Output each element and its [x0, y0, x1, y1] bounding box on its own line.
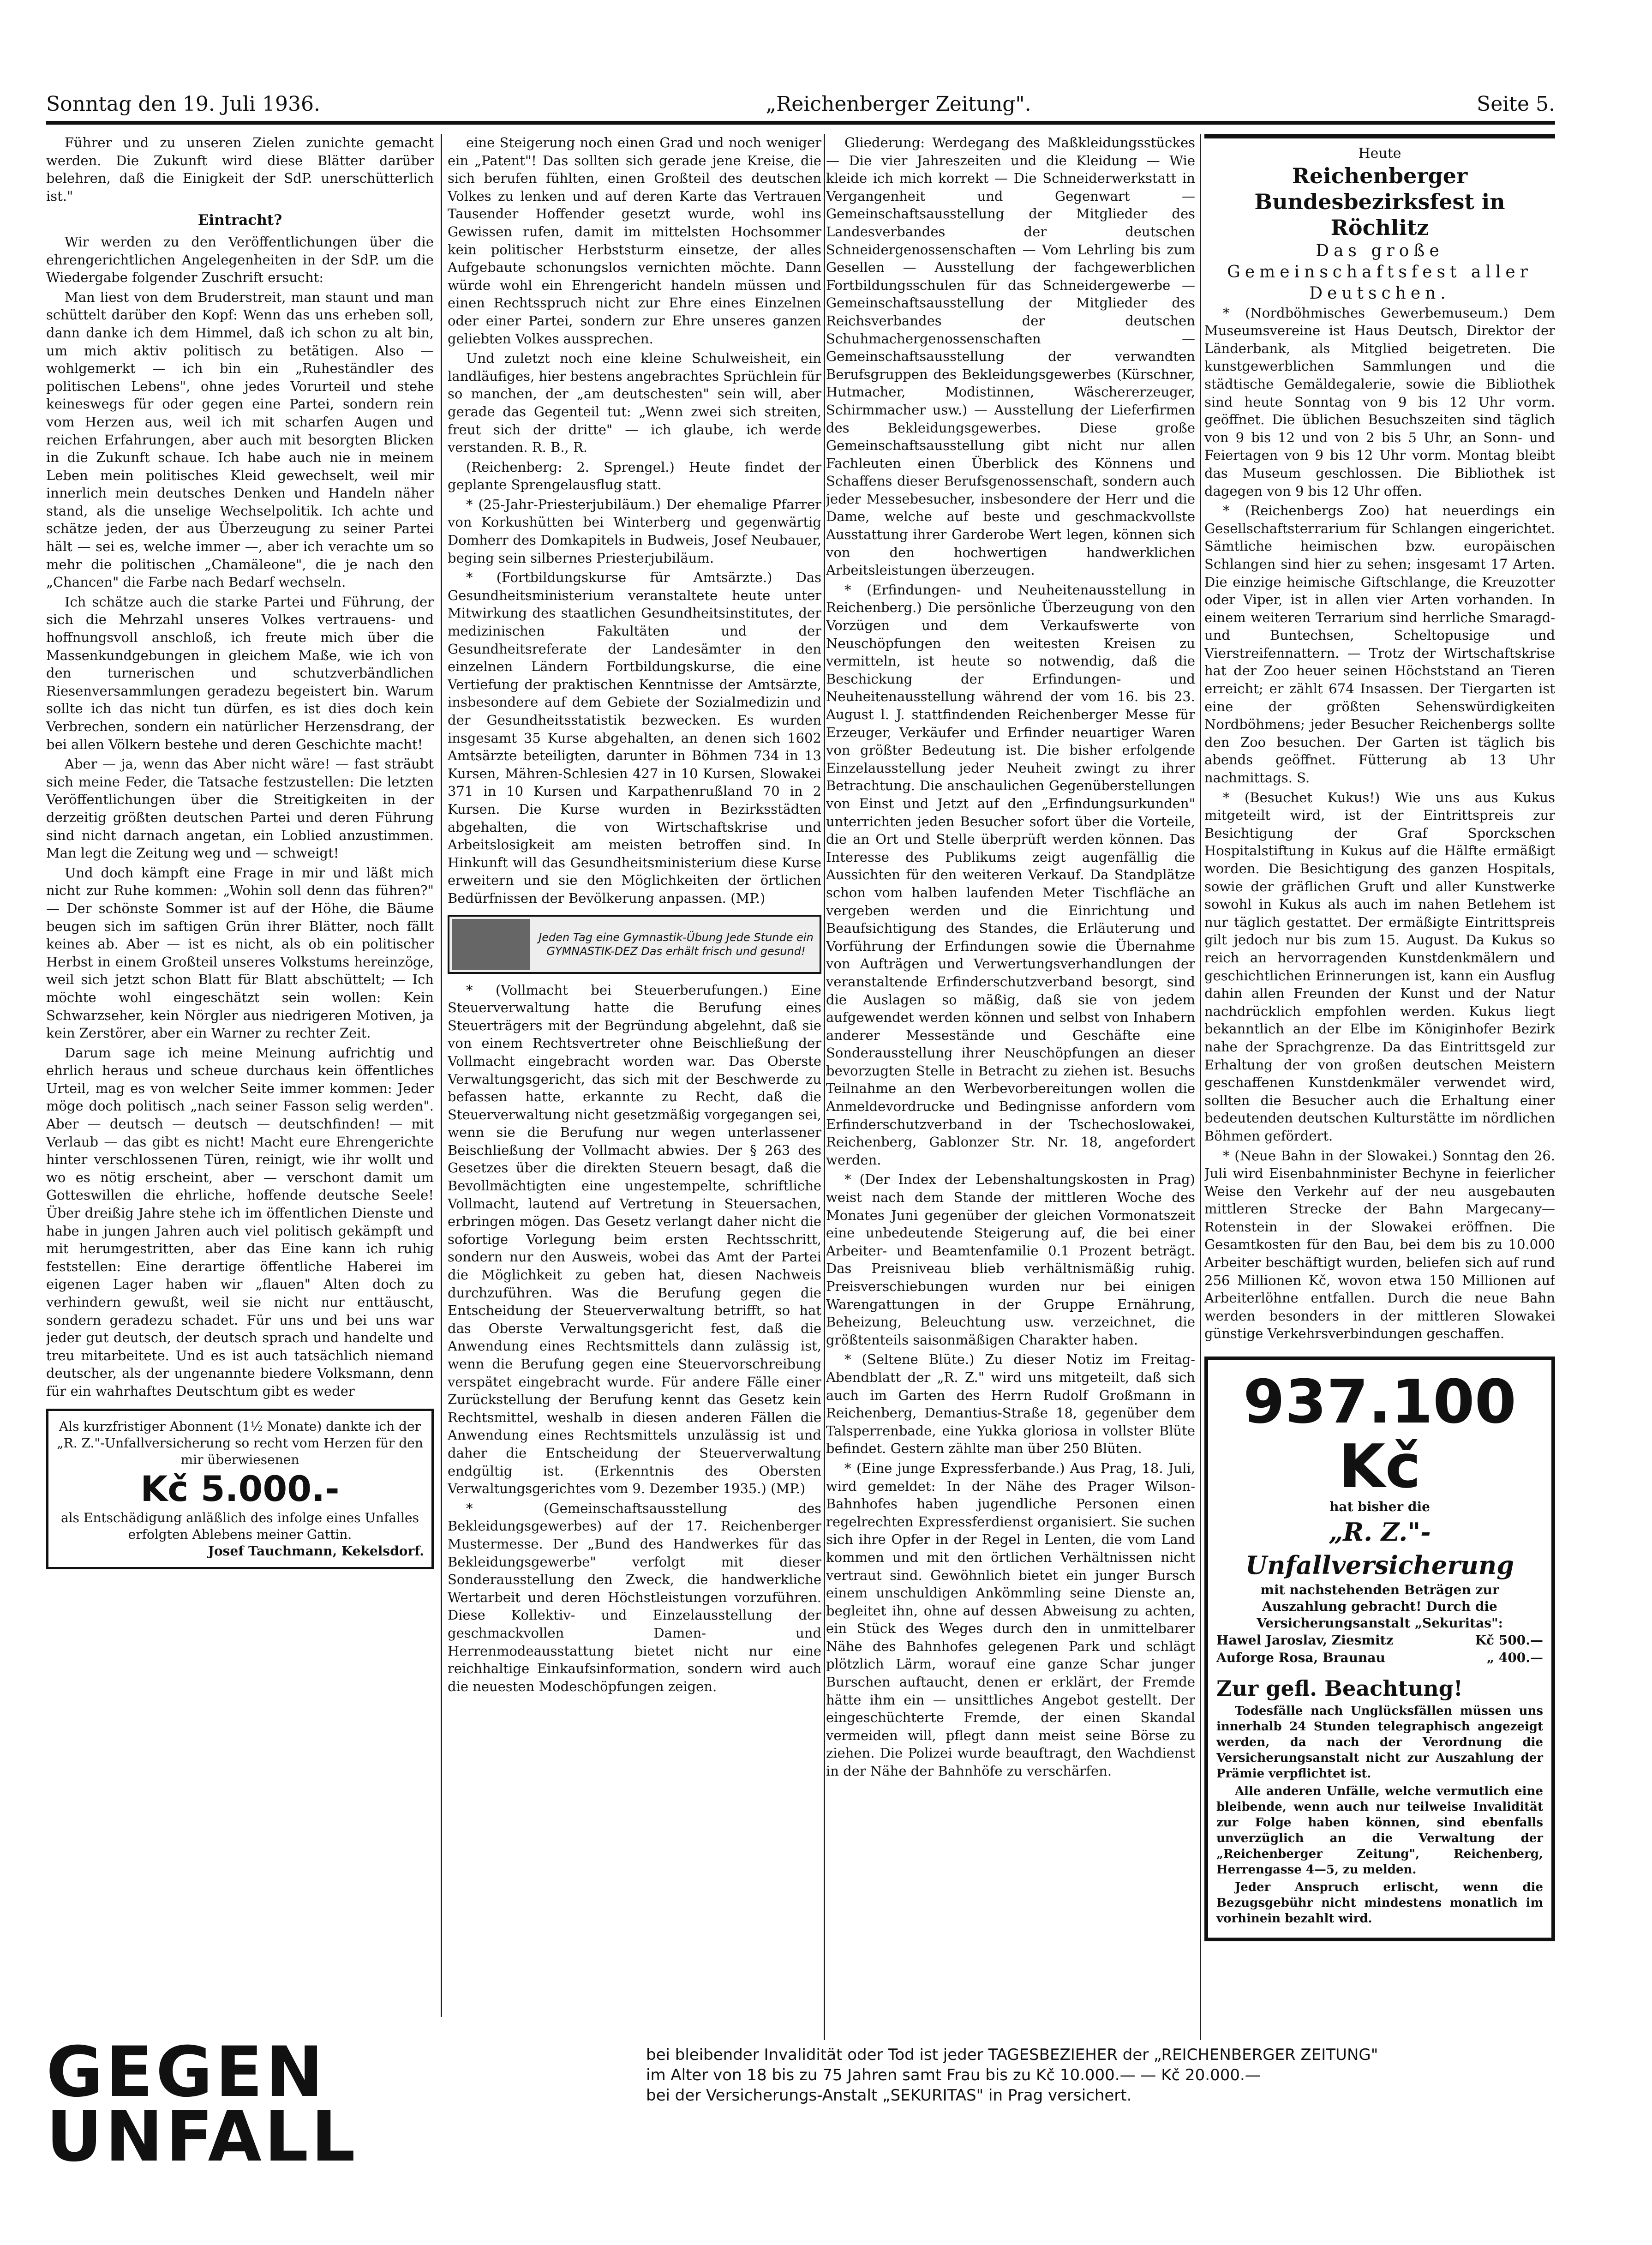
ad-signature: Josef Tauchmann, Kekelsdorf.: [208, 1543, 424, 1559]
payout-amount: Kč 500.—: [1475, 1633, 1543, 1648]
insurance-title: „R. Z."-Unfallversicherung: [1245, 1517, 1514, 1580]
article-paragraph: * (Nordböhmisches Gewerbemuseum.) Dem Museumsvereine ist Haus Deutsch, Direktor der Länderbank, als Mitglied beigetreten. Die kunstgewerblichen Sammlungen und die städtische Gemäldegalerie, sowie die Bibliothek sind heute Sonntag von 9 bis 12 Uhr vorm. geöffnet. Die üblichen Besuchszeiten sind täglich von 9 bis 12 und von 2 bis 5 Uhr, an Sonn- und Feiertagen von 9 bis 12 Uhr vorm. Montag bleibt das Museum geschlossen. Die Bibliothek ist dagegen von 9 bis 12 Uhr offen.: [1204, 305, 1555, 499]
article-paragraph: Wir werden zu den Veröffentlichungen über die ehrengerichtlichen Angelegenheiten in der SdP. um die Wiedergabe folgender Zuschrift ersucht:: [46, 234, 434, 286]
article-paragraph: * (Besuchet Kukus!) Wie uns aus Kukus mitgeteilt wird, ist der Eintrittspreis zur Besichtigung der Graf Sporckschen Hospitalstiftung in Kukus auf die Hälfte ermäßigt worden. Die Besichtigung des ganzen Hospitals, sowie der gräflichen Gruft und aller Kunstwerke sowohl in Kukus als auch im nahen Betlehem ist nur täglich gestattet. Der ermäßigte Eintrittspreis gilt jedoch nur bis zum 15. August. Da Kukus so reich an hervorragenden Kunstdenkmälern und geschichtlichen Erinnerungen ist, kann ein Ausflug dahin allen Freunden der Kunst und der Natur nachdrücklich empfohlen werden. Kukus liegt bekanntlich an der Elbe im Königinhofer Bezirk nahe der Sprachgrenze. Da das Eintrittsgeld zur Erhaltung der von großen deutschen Meistern geschaffenen Kunstdenkmäler verwendet wird, sollten die Besucher auch die Erhaltung einer bedeutenden deutschen Kulturstätte im nördlichen Böhmen gefördert.: [1204, 789, 1555, 1144]
column-2: [448, 134, 821, 2049]
page-number: Seite 5.: [1477, 92, 1555, 116]
gymnast-figure-image: [452, 919, 530, 970]
column-divider: [441, 134, 442, 2017]
gymnastics-ad-text: Jeden Tag eine Gymnastik-Übung Jede Stunde ein GYMNASTIK-DEZ Das erhält frisch und gesund!: [539, 930, 814, 958]
event-announcement: [1204, 134, 1555, 304]
footer-ad-headline: GEGEN UNFALL: [46, 2032, 358, 2177]
column-4: [1204, 134, 1555, 2049]
event-title: Reichenberger Bundesbezirksfest in Röchlitz: [1254, 163, 1505, 240]
article-paragraph: (Reichenberg: 2. Sprengel.) Heute findet der geplante Sprengelausflug statt.: [448, 459, 821, 493]
column-divider: [1200, 134, 1201, 2040]
article-paragraph: Gliederung: Werdegang des Maßkleidungsstückes — Die vier Jahreszeiten und die Kleidung — Wie kleide ich mich korrekt — Die Schneiderwerkstatt in Vergangenheit und Gegenwart — Gemeinschaftsausstellung der Mitglieder des Landesverbandes der deutschen Schneidergenossenschaften — Vom Lehrling bis zum Gesellen — Ausstellung der fachgewerblichen Fortbildungsschulen für das Schneidergewerbe — Gemeinschaftsausstellung der Mitglieder des Reichsverbandes der deutschen Schuhmachergenossenschaften — Gemeinschaftsausstellung der verwandten Berufsgruppen des Bekleidungsgewerbes (Kürschner, Hutmacher, Modistinnen, Wäschererzeuger, Schirmmacher usw.) — Ausstellung der Lieferfirmen des Bekleidungsgewerbes. Diese große Gemeinschaftsausstellung gibt nicht nur allen Fachleuten einen Überblick des Könnens und Schaffens dieser Berufsgenossenschaft, sondern auch jeder Messebesucher, insbesondere der Herr und die Dame, welche auf beste und geschmackvollste Ausstattung ihrer Garderobe Wert legen, können sich von den hochwertigen handwerklichen Arbeitsleistungen überzeugen.: [826, 135, 1195, 578]
article-paragraph: Man liest von dem Bruderstreit, man staunt und man schüttelt darüber den Kopf: Wenn das uns erheben soll, dann danke ich dem Himmel, daß ich schon zu alt bin, um mich aktiv politisch zu betätigen. Also — wohlgemerkt — ich bin ein „Ruheständler des politischen Lebens", ohne jedes Vorurteil und stehe keineswegs für oder gegen eine Partei, sondern rein vom Herzen aus, weil ich mit scharfen Augen und reichen Erfahrungen, aber auch mit besorgten Blicken in die Zukunft schaue. Ich habe auch nie in meinem Leben mein politisches Kleid gewechselt, weil mir innerlich mein deutsches Denken und Handeln näher stand, als die unselige Wechselpolitik. Ich achte und schätze jeden, der aus Überzeugung zu seiner Partei hält — sei es, welche immer —, aber ich verachte um so mehr die politischen „Chamäleone", die je nach den „Chancen" die Farbe nach Bedarf wechseln.: [46, 289, 434, 590]
article-paragraph: Aber — ja, wenn das Aber nicht wäre! — fast sträubt sich meine Feder, die Tatsache festzustellen: Die letzten Veröffentlichungen über die Streitigkeiten in der derzeitig größten deutschen Partei und deren Führung sind nicht darnach angetan, ein Loblied anzustimmen. Man legt die Zeitung weg und — schweigt!: [46, 756, 434, 861]
column-1: [46, 134, 434, 2003]
article-paragraph: * (Reichenbergs Zoo) hat neuerdings ein Gesellschaftsterrarium für Schlangen eingerichtet. Sämtliche heimischen bzw. europäischen Schlangen sind hier zu sehen; insgesamt 17 Arten. Die einzige heimische Giftschlange, die Kreuzotter oder Viper, ist in allen vier Arten vorhanden. In einem weiteren Terrarium sind herrliche Smaragd- und Buntechsen, Scheltopusige und Vierstreifennattern. — Trotz der Wirtschaftskrise hat der Zoo heuer seinen Höchststand an Tieren erreicht; er zählt 674 Insassen. Der Tiergarten ist eine der größten Sehenswürdigkeiten Nordböhmens; jeder Besucher Reichenbergs sollte den Zoo besuchen. Der Garten ist täglich bis abends geöffnet. Fütterung ab 13 Uhr nachmittags. S.: [1204, 503, 1555, 786]
article-paragraph: Und doch kämpft eine Frage in mir und läßt mich nicht zur Ruhe kommen: „Wohin soll denn das führen?" — Der schönste Sommer ist auf der Höhe, die Bäume beugen sich im saftigen Grün ihrer Blätter, noch fällt keines ab. Aber — ist es nicht, als ob ein politischer Herbst in einem Großteil unseres Volkstums hereinzöge, weil sich jetzt schon Blatt für Blatt abschüttelt; — Ich möchte wohl eingeschätzt sein wollen: Kein Schwarzseher, kein Nörgler aus niedrigeren Motiven, ja kein Zerstörer, aber ein Warner zu rechter Zeit.: [46, 864, 434, 1041]
article-paragraph: * (Neue Bahn in der Slowakei.) Sonntag den 26. Juli wird Eisenbahnminister Bechyne in feierlicher Weise den Verkehr auf der neu ausgebauten mittleren Strecke der Bahn Margecany—Rotenstein in der Slowakei eröffnen. Die Gesamtkosten für den Bau, bei dem bis zu 10.000 Arbeiter beschäftigt wurden, beliefen sich auf rund 256 Millionen Kč, wovon etwa 150 Millionen auf Arbeiterlöhne entfallen. Durch die neue Bahn werden besonders in der mittleren Slowakei günstige Verkehrsverbindungen geschaffen.: [1204, 1147, 1555, 1342]
footer-line: bei der Versicherungs-Anstalt „SEKURITAS" in Prag versichert.: [646, 2086, 1132, 2105]
event-kicker: Heute: [1358, 145, 1401, 162]
article-paragraph: Ich schätze auch die starke Partei und Führung, der sich die Mehrzahl unseres Volkes vertrauens- und hoffnungsvoll anschloß, ich freute mich über die Massenkundgebungen in gleichem Maße, wie ich von den turnerischen und schutzverbändlichen Riesenversammlungen geradezu begeistert bin. Warum sollte ich das nicht tun dürfen, es ist dies doch kein Verbrechen, sondern ein natürlicher Herzensdrang, der bei allen Völkern bestehe und deren Geschichte macht!: [46, 594, 434, 752]
ad-text: Als kurzfristiger Abonnent (1½ Monate) dankte ich der „R. Z."-Unfallversicherung so recht vom Herzen für den mir überwiesenen: [57, 1418, 423, 1467]
article-paragraph: * (Erfindungen- und Neuheitenausstellung in Reichenberg.) Die persönliche Überzeugung von den Vorzügen und dem Verkaufswerte von Neuschöpfungen den weitesten Kreisen zu vermitteln, ist heute so notwendig, daß die Beschickung der Erfindungen- und Neuheitenausstellung während der vom 16. bis 23. August l. J. stattfindenden Reichenberger Messe für Erzeuger, Verkäufer und Erfinder neuartiger Waren von größter Bedeutung ist. Die bisher erfolgende Einzelausstellung jeder Neuheit zwingt zu ihrer Betrachtung. Die anschaulichen Gegenüberstellungen von Einst und Jetzt auf den „Erfindungsurkunden" unterrichten jeden Besucher sofort über die Vorteile, die an Ort und Stelle überprüft werden können. Das Interesse des Publikums zeigt augenfällig die Aussichten für den weiteren Verkauf. Da Standplätze schon vom halben laufenden Meter Tischfläche an vergeben werden und die Einrichtung und Beaufsichtigung des Standes, die Erläuterung und Vorführung der Erfindungen sowie die Übernahme von Aufträgen und Verwertungsverhandlungen der veranstaltende Erfinderschutzverband besorgt, sind die Auslagen so mäßig, daß sie von jedem aufgewendet werden können und selbst von Inhabern anderer Messestände und Geschäfte eine Sonderausstellung ihrer Neuschöpfungen an dieser bevorzugten Stelle in Betracht zu ziehen ist. Besuchs Teilnahme an den Werbevorbereitungen wollen die Anmeldevordrucke und Bedingnisse anfordern vom Erfinderschutzverband in der Tschechoslowakei, Reichenberg, Gablonzer Str. Nr. 18, angefordert werden.: [826, 582, 1195, 1168]
event-subtitle: Das große Gemeinschaftsfest aller Deutschen.: [1227, 241, 1532, 303]
payout-name: Hawel Jaroslav, Ziesmitz: [1216, 1633, 1394, 1648]
article-paragraph: * (Fortbildungskurse für Amtsärzte.) Das Gesundheitsministerium veranstaltete heute unter Mitwirkung des staatlichen Gesundheitsinstitutes, der medizinischen Fakultäten und der Gesundheitsreferate der Landesämter in den einzelnen Ländern Fortbildungskurse, die eine Vertiefung der praktischen Kenntnisse der Amtsärzte, insbesondere auf dem Gebiete der Sozialmedizin und der Gesundheitsstatistik bezwecken. Es wurden insgesamt 35 Kurse abgehalten, an denen sich 1602 Amtsärzte beteiligten, darunter in Böhmen 734 in 13 Kursen, Mähren-Schlesien 427 in 10 Kursen, Slowakei 371 in 10 Kursen und Karpathenrußland 70 in 2 Kursen. Die Kurse wurden in Bezirksstädten abgehalten, die von Wirtschaftskrise und Arbeitslosigkeit am meisten betroffen sind. In Hinkunft will das Gesundheitsministerium diese Kurse erweitern und sie den Möglichkeiten der örtlichen Bedürfnissen der Bevölkerung anpassen. (MP.): [448, 570, 821, 906]
ad-amount: Kč 5.000.-: [140, 1468, 340, 1509]
notice-heading: Zur gefl. Beachtung!: [1216, 1676, 1463, 1701]
insurance-total: 937.100 Kč: [1243, 1367, 1517, 1502]
article-paragraph: * (Der Index der Lebenshaltungskosten in Prag) weist nach dem Stande der mittleren Woche des Monates Juni gegenüber der gleichen Vormonatszeit eine unbedeutende Steigerung auf, die bei einer Arbeiter- und Beamtenfamilie 0.1 Prozent beträgt. Das Preisniveau blieb verhältnismäßig ruhig. Preisverschiebungen wurden nur bei einigen Warengattungen in der Gruppe Ernährung, Beheizung, Beleuchtung usw. verzeichnet, die größtenteils saisonmäßigen Charakter haben.: [826, 1171, 1195, 1348]
payout-name: Auforge Rosa, Braunau: [1216, 1650, 1385, 1666]
article-heading: Eintracht?: [198, 212, 282, 229]
issue-date: Sonntag den 19. Juli 1936.: [46, 92, 320, 116]
ad-text: als Entschädigung anläßlich des infolge eines Unfalles erfolgten Ablebens meiner Gattin.: [61, 1510, 419, 1542]
article-paragraph: * (Eine junge Expressferbande.) Aus Prag, 18. Juli, wird gemeldet: In der Nähe des Prager Wilson-Bahnhofes haben jugendliche Personen einen regelrechten Expressferdienst organisiert. Sie suchen sich ihre Opfer in der Regel in Lenten, die vom Land kommen und mit den örtlichen Verhältnissen nicht vertraut sind. Gewöhnlich bietet ein junger Bursch einem unschuldigen Ankömmling seine Dienste an, begleitet ihn, ohne auf dessen Abweisung zu achten, ein Stück des Weges durch den in unmittelbarer Nähe des Bahnhofes gelegenen Park und schlägt plötzlich Lärm, worauf eine ganze Schar junger Burschen auftaucht, denen er erklärt, der Fremde hätte ihm ein — unsittliches Angebot gestellt. Der eingeschüchterte Fremde, der einen Skandal vermeiden will, pflegt dann meist seine Börse zu ziehen. Die Polizei wurde beauftragt, den Wachdienst in der Nähe der Bahnhöfe zu verschärfen.: [826, 1460, 1195, 1779]
page-header: [46, 88, 1555, 120]
newspaper-title: „Reichenberger Zeitung".: [766, 92, 1031, 116]
footer-line: bei bleibender Invalidität oder Tod ist jeder TAGESBEZIEHER der „REICHENBERGER ZEITUNG": [646, 2046, 1378, 2064]
column-3: [826, 134, 1195, 2049]
payout-row: [1216, 1632, 1543, 1649]
article-paragraph: * (Seltene Blüte.) Zu dieser Notiz im Freitag-Abendblatt der „R. Z." wird uns mitgeteilt, daß sich auch im Garten des Herrn Rudolf Großmann in Reichenberg, Demantius-Straße 18, gegenüber dem Talsperrenbade, eine Yukka gloriosa in vollster Blüte befindet. Gestern zählte man über 250 Blüten.: [826, 1351, 1195, 1457]
insurance-subtext: hat bisher die: [1329, 1499, 1430, 1515]
notice-text: Alle anderen Unfälle, welche vermutlich eine bleibende, wenn auch nur teilweise Invalidität zur Folge haben können, sind ebenfalls unverzüglich an die Verwaltung der „Reichenberger Zeitung", Reichenberg, Herrengasse 4—5, zu melden.: [1216, 1784, 1543, 1877]
article-paragraph: Führer und zu unseren Zielen zunichte gemacht werden. Die Zukunft wird diese Blätter darüber belehren, daß die Einigkeit der SdP. unerschütterlich ist.": [46, 135, 434, 204]
header-rule: [46, 121, 1555, 125]
article-paragraph: * (Vollmacht bei Steuerberufungen.) Eine Steuerverwaltung hatte die Berufung eines Steuerträgers mit der Begründung abgelehnt, daß sie von einem Rechtsvertreter ohne Beischließung der Vollmacht eingebracht worden war. Das Oberste Verwaltungsgericht, das sich mit der Beschwerde zu befassen hatte, erkannte zu Recht, daß die Steuerverwaltung nicht gesetzmäßig vorgegangen sei, wenn sie die Berufung nur wegen unterlassener Beischließung der Vollmacht abwies. Der § 263 des Gesetzes über die direkten Steuern besagt, daß die Bevollmächtigten eine ungestempelte, schriftliche Vollmacht, lautend auf Vertretung in Steuersachen, erbringen mögen. Das Gesetz verlangt daher nicht die sofortige Vorlegung beim ersten Rechtsschritt, sondern nur den Ausweis, wobei das Amt der Partei die Möglichkeit zu geben hat, diesen Nachweis durchzuführen. Was die Berufung gegen die Entscheidung der Steuerverwaltung betrifft, so hat das Oberste Verwaltungsgericht fest, daß die Anwendung eines Rechtsmittels dann zulässig ist, wenn die Berufung gegen eine Steuervorschreibung verspätet eingebracht wurde. Für andere Fälle einer Zurückstellung der Berufung kennt das Gesetz kein Rechtsmittel, weshalb in diesen anderen Fällen die Anwendung eines Rechtsmittels unzulässig ist und daher die Entscheidung der Steuerverwaltung endgültig ist. (Erkenntnis des Obersten Verwaltungsgerichtes vom 9. Dezember 1935.) (MP.): [448, 982, 821, 1497]
article-paragraph: * (25-Jahr-Priesterjubiläum.) Der ehemalige Pfarrer von Korkushütten bei Winterberg und gegenwärtig Domherr des Domkapitels in Budweis, Josef Neubauer, beging sein silbernes Priesterjubiläum.: [448, 496, 821, 566]
notice-text: Jeder Anspruch erlischt, wenn die Bezugsgebühr nicht mindestens monatlich im vorhinein bezahlt wird.: [1216, 1880, 1543, 1926]
testimonial-ad: [46, 1409, 434, 1569]
insurance-ad: [1204, 1357, 1555, 1941]
article-paragraph: Und zuletzt noch eine kleine Schulweisheit, ein landläufiges, hier bestens angebrachtes Sprüchlein für so manchen, der „am deutschesten" sein will, aber gerade das Gegenteil tut: „Wenn zwei sich streiten, freut sich der dritte" — ich glaube, ich werde verstanden. R. B., R.: [448, 350, 821, 456]
footer-line: im Alter von 18 bis zu 75 Jahren samt Frau bis zu Kč 10.000.— — Kč 20.000.—: [646, 2066, 1261, 2084]
article-paragraph: Darum sage ich meine Meinung aufrichtig und ehrlich heraus und scheue durchaus kein öffentliches Urteil, mag es von welcher Seite immer kommen: Jeder möge doch politisch „nach seiner Fasson selig werden". Aber — deutsch — deutsch — deutschfinden! — mit Verlaub — das gibt es nicht! Macht eure Ehrengerichte hinter verschlossenen Türen, reinigt, wie ihr wollt und wo es nötig erscheint, aber — verschont damit um Gotteswillen die ehrliche, hoffende deutsche Seele! Über dreißig Jahre stehe ich im öffentlichen Dienste und habe in jungen Jahren auch viel politisch gekämpft und mit herumgestritten, aber das Eine kann ich ruhig feststellen: Eine derartige öffentliche Haberei im eigenen Lager haben wir „flauen" Alten doch zu verhindern gewußt, weil sie nicht nur enttäuscht, sondern geradezu schadet. Für uns und bei uns war jeder gut deutsch, der deutsch sprach und handelte und treu mitarbeitete. Und es ist auch tatsächlich niemand deutscher, als der ungenannte biedere Volksmann, denn für ein wahrhaftes Deutschtum gibt es weder: [46, 1044, 434, 1399]
footer-ad-text: [646, 2045, 1555, 2106]
gymnastics-ad: [448, 915, 821, 974]
notice-text: Todesfälle nach Unglücksfällen müssen uns innerhalb 24 Stunden telegraphisch angezeigt werden, da nach der Verordnung die Versicherungsanstalt nicht zur Auszahlung der Prämie verpflichtet ist.: [1216, 1704, 1543, 1781]
article-paragraph: eine Steigerung noch einen Grad und noch weniger ein „Patent"! Das sollten sich gerade jene Kreise, die sich berufen fühlten, einen Großteil des deutschen Volkes zu lenken und auf deren Karte das Vertrauen Tausender Hoffender gesetzt wurde, wohl ins Gewissen rufen, damit im mittelsten Hochsommer kein politischer Herbststurm einsetze, der alles Aufgebaute schonungslos vernichten möchte. Dann würde wohl ein Ehrengericht handeln müssen und einen Rechtsspruch nicht zur Ehre eines Einzelnen oder einer Partei, sondern zur Ehre unseres ganzen geliebten Volkes aussprechen.: [448, 135, 821, 347]
article-paragraph: * (Gemeinschaftsausstellung des Bekleidungsgewerbes) auf der 17. Reichenberger Mustermesse. Der „Bund des Handwerkes für das Bekleidungsgewerbe" verfolgt mit dieser Sonderausstellung den Zweck, die handwerkliche Wertarbeit und deren Höchstleistungen vorzuführen. Diese Kollektiv- und Einzelausstellung der geschmackvollen Damen- und Herrenmodeausstattung bietet nicht nur eine reichhaltige Einkaufsinformation, sondern wird auch die neuesten Modeschöpfungen zeigen.: [448, 1500, 821, 1694]
payout-row: [1216, 1649, 1543, 1667]
insurance-text: mit nachstehenden Beträgen zur Auszahlung gebracht! Durch die Versicherungsanstalt „Sekuritas":: [1257, 1582, 1503, 1631]
column-divider: [824, 134, 825, 2040]
payout-amount: „ 400.—: [1486, 1650, 1543, 1666]
